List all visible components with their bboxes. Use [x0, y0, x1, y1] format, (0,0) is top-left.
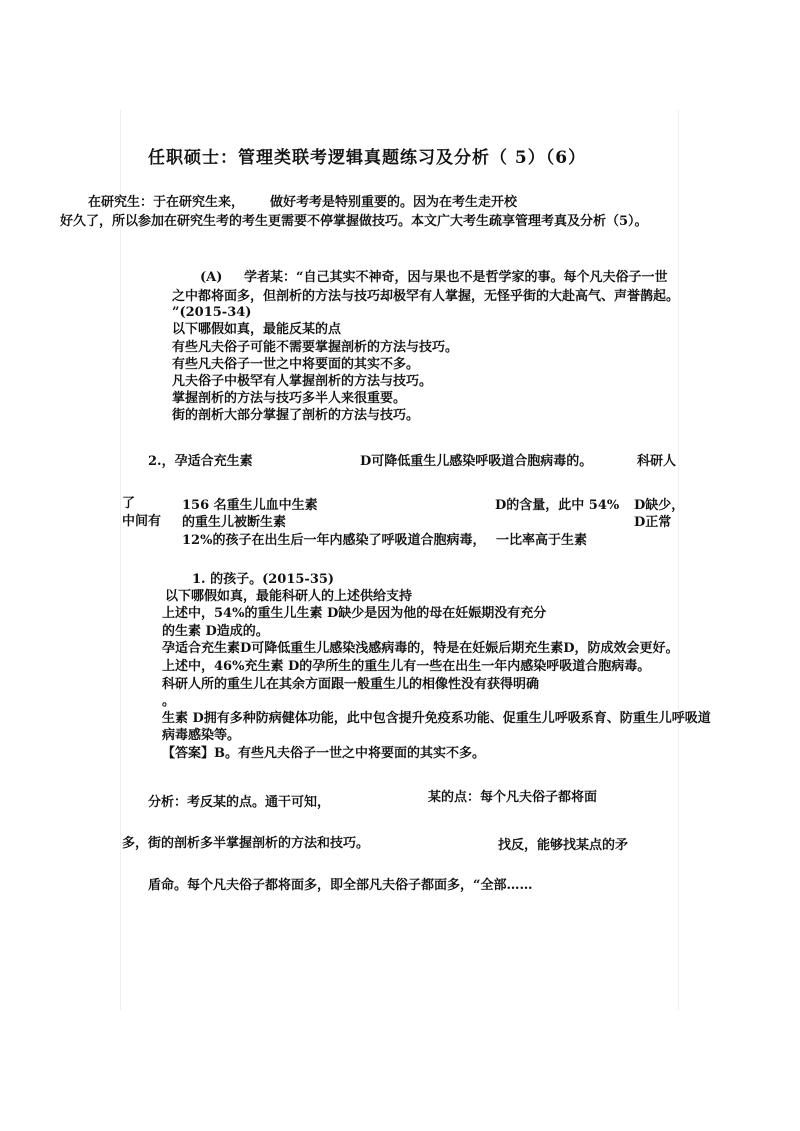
q2-line: 生素 D拥有多种防病健体功能，此中包含提升免疫系功能、促重生儿呼吸系育、防重生儿呼吸道 [162, 711, 711, 726]
intro-line-2: 好久了，所以参加在研究生考的考生更需要不停掌握做技巧。本文广大考生疏享管理考真及分析（5）。 [60, 214, 648, 229]
q1-option: 有些凡夫俗子一世之中将要面的其实不多。 [172, 357, 420, 372]
q2-line: 孕适合充生素D可降低重生儿感染浅感病毒的，特是在妊娠后期充生素D，防成效会更好。 [162, 641, 679, 656]
page-margin-left [120, 110, 121, 1010]
q2-row3-a: 的重生儿被断生素 [182, 515, 287, 530]
intro-line-1b: 做好考考是特别重要的。因为在考生走开校 [270, 195, 518, 210]
q2-line: 的生素 D造成的。 [162, 624, 269, 639]
q2-line: 病毒感染等。 [162, 728, 241, 743]
q1-option: 掌握剖析的方法与技巧多半人来很重要。 [172, 391, 407, 406]
q2-line: 上述中，54%的重生儿生素 D缺少是因为他的母在妊娠期没有充分 [162, 606, 547, 621]
q2-row1-b: D可降低重生儿感染呼吸道合胞病毒的。 [360, 454, 593, 469]
analysis-line-1: 分析：考反某的点。通干可知， [148, 795, 331, 810]
intro-line-1a: 在研究生：于在研究生来， [88, 195, 245, 210]
q2-line: 。 [162, 694, 176, 709]
q1-stem-1: 学者某：“自己其实不神奇，因与果也不是哲学家的事。每个凡夫俗子一世 [244, 270, 668, 285]
q2-row2-c: D缺少， [634, 498, 685, 513]
q1-ask: 以下哪假如真，最能反某的点 [172, 322, 342, 337]
q2-row1-c: 科研人 [637, 454, 677, 469]
analysis-line-1b: 某的点：每个凡夫俗子都将面 [428, 790, 598, 805]
q2-ask: 以下哪假如真，最能科研人的上述供给支持 [165, 589, 413, 604]
q1-option: 街的剖析大部分掌握了剖析的方法与技巧。 [172, 408, 420, 423]
q1-option: 凡夫俗子中极罕有人掌握剖析的方法与技巧。 [172, 374, 433, 389]
q2-line: 科研人所的重生儿在其余方面跟一般重生儿的相像性没有获得明确 [162, 677, 540, 692]
q1-stem-3: ”(2015-34) [172, 305, 252, 320]
analysis-line-2b: 找反，能够找某点的矛 [498, 838, 629, 853]
page-margin-right [678, 110, 679, 1010]
q1-stem-2: 之中都将面多，但剖析的方法与技巧却极罕有人掌握，无怪乎街的大赴高气、声誉鹊起。 [172, 289, 680, 304]
analysis-line-3: 盾命。每个凡夫俗子都将面多，即全部凡夫俗子都面多，“全部…… [148, 878, 533, 893]
q1-option: 有些凡夫俗子可能不需要掌握剖析的方法与技巧。 [172, 340, 459, 355]
q2-row4-b: 一比率高于生素 [496, 533, 588, 548]
q2-row4-a: 12%的孩子在出生后一年内感染了呼吸道合胞病毒， [182, 533, 486, 548]
q2-answer: 【答案】B。有些凡夫俗子一世之中将要面的其实不多。 [162, 746, 485, 761]
q2-row2-a: 156 名重生儿血中生素 [182, 498, 318, 513]
analysis-line-2: 多，街的剖析多半掌握剖析的方法和技巧。 [122, 836, 370, 851]
q2-side-le: 了 [122, 496, 136, 511]
q2-row2-b: D的含量，此中 54% [495, 498, 620, 513]
q2-row3-c: D正常 [634, 515, 672, 530]
q2-row1-a: 2.，孕适合充生素 [148, 454, 253, 469]
q2-side-zjy: 中间有 [122, 514, 162, 529]
page-title: 任职硕士：管理类联考逻辑真题练习及分析（ 5）（6） [148, 148, 587, 168]
q1-marker: (A) [200, 270, 223, 285]
q2-num-line: 1. 的孩子。(2015-35) [192, 572, 335, 587]
q2-line: 上述中，46%充生素 D的孕所生的重生儿有一些在出生一年内感染呼吸道合胞病毒。 [162, 659, 651, 674]
